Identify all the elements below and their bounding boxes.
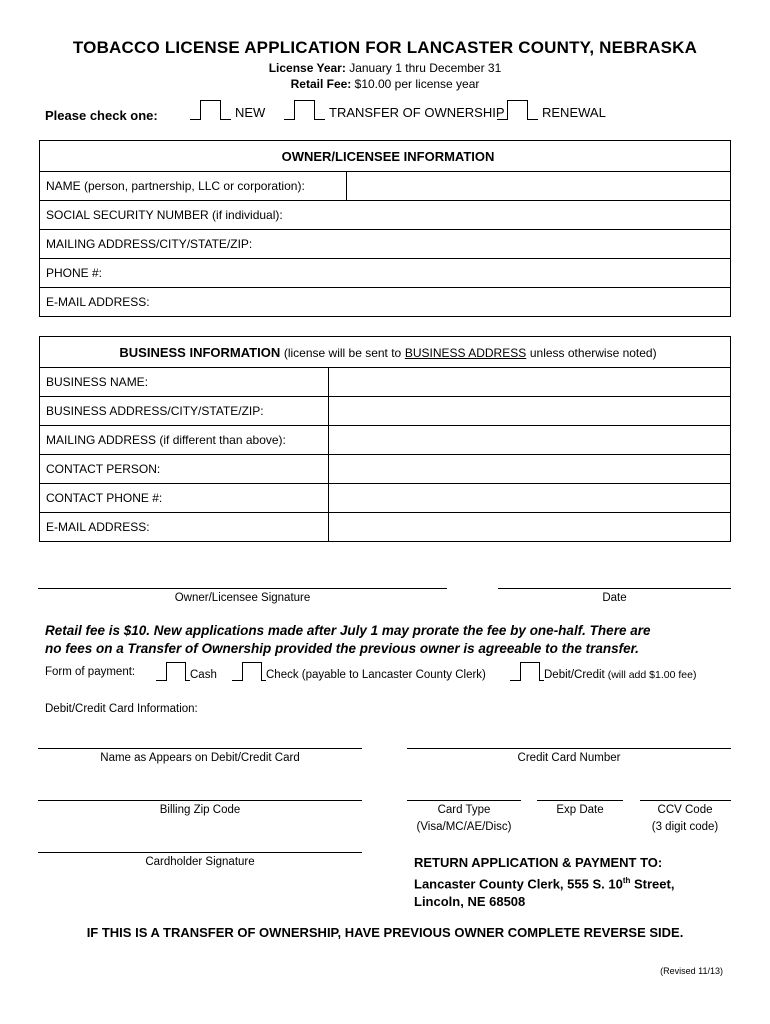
owner-signature-line[interactable]: [38, 588, 447, 589]
payment-debit[interactable]: [510, 662, 696, 681]
owner-phone-label: PHONE #:: [46, 266, 103, 280]
option-renewal-label: RENEWAL: [542, 105, 606, 120]
owner-email-label: E-MAIL ADDRESS:: [46, 295, 150, 309]
owner-ssn-label: SOCIAL SECURITY NUMBER (if individual):: [46, 208, 283, 222]
business-mailing-field[interactable]: [329, 426, 731, 455]
return-line3: Lincoln, NE 68508: [414, 894, 526, 910]
cash-checkbox[interactable]: [166, 662, 186, 681]
transfer-checkbox[interactable]: [294, 100, 315, 120]
business-heading-post: unless otherwise noted): [529, 345, 657, 360]
retail-fee-value: $10.00 per license year: [354, 77, 480, 91]
cash-label: Cash: [190, 669, 217, 681]
card-type-label: Card Type: [437, 804, 491, 816]
retail-fee-label: Retail Fee:: [290, 77, 352, 91]
option-new-label: NEW: [235, 105, 266, 120]
business-email-field[interactable]: [329, 513, 731, 542]
business-heading-bold: BUSINESS INFORMATION: [119, 344, 281, 360]
owner-name-label: NAME (person, partnership, LLC or corporation):: [40, 172, 347, 201]
form-title: TOBACCO LICENSE APPLICATION FOR LANCASTER COUNTY, NEBRASKA: [72, 38, 698, 57]
debit-label: Debit/Credit: [544, 669, 605, 681]
check-label: Check (payable to Lancaster County Clerk): [266, 669, 486, 681]
business-info-table: [39, 336, 731, 542]
business-mailing-label: MAILING ADDRESS (if different than above):: [40, 426, 329, 455]
fee-notice-line1: Retail fee is $10. New applications made after July 1 may prorate the fee by one-half. There are: [45, 623, 651, 638]
card-type-line[interactable]: [407, 800, 521, 801]
owner-name-field[interactable]: [347, 172, 731, 201]
business-heading-underline: BUSINESS ADDRESS: [404, 345, 527, 360]
business-info-heading: [40, 337, 731, 368]
cardholder-signature-line[interactable]: [38, 852, 362, 853]
owner-mailing-field[interactable]: [40, 230, 731, 259]
exp-date-label: Exp Date: [556, 804, 604, 816]
return-address-block: [414, 854, 674, 911]
owner-mailing-label: MAILING ADDRESS/CITY/STATE/ZIP:: [46, 237, 253, 251]
debit-fee-note: (will add $1.00 fee): [607, 669, 697, 681]
date-label: Date: [602, 592, 627, 604]
payment-check[interactable]: [232, 662, 486, 681]
billing-zip-line[interactable]: [38, 800, 362, 801]
ccv-line[interactable]: [640, 800, 731, 801]
revision-note: (Revised 11/13): [660, 966, 723, 976]
ccv-note: (3 digit code): [651, 821, 719, 833]
owner-signature-label: Owner/Licensee Signature: [174, 592, 311, 604]
new-checkbox[interactable]: [200, 100, 221, 120]
owner-info-heading: OWNER/LICENSEE INFORMATION: [40, 141, 731, 172]
date-line[interactable]: [498, 588, 731, 589]
retail-fee-line: [0, 77, 770, 91]
card-number-label: Credit Card Number: [517, 752, 621, 764]
check-checkbox[interactable]: [242, 662, 262, 681]
business-name-label: BUSINESS NAME:: [40, 368, 329, 397]
payment-cash[interactable]: [156, 662, 217, 681]
business-email-label: E-MAIL ADDRESS:: [40, 513, 329, 542]
transfer-notice: IF THIS IS A TRANSFER OF OWNERSHIP, HAVE PREVIOUS OWNER COMPLETE REVERSE SIDE.: [86, 925, 684, 940]
business-address-label: BUSINESS ADDRESS/CITY/STATE/ZIP:: [40, 397, 329, 426]
ccv-label: CCV Code: [657, 804, 713, 816]
owner-info-table: [39, 140, 731, 317]
debit-checkbox[interactable]: [520, 662, 540, 681]
return-heading: RETURN APPLICATION & PAYMENT TO:: [414, 855, 663, 870]
return-line2: Lancaster County Clerk, 555 S. 10th Street,: [414, 876, 675, 892]
business-address-field[interactable]: [329, 397, 731, 426]
license-year-line: [0, 61, 770, 75]
contact-person-field[interactable]: [329, 455, 731, 484]
cardholder-signature-label: Cardholder Signature: [145, 856, 255, 868]
check-one-label: Please check one:: [45, 108, 158, 123]
business-name-field[interactable]: [329, 368, 731, 397]
option-new[interactable]: [190, 100, 265, 120]
option-transfer-label: TRANSFER OF OWNERSHIP: [329, 105, 505, 120]
renewal-checkbox[interactable]: [507, 100, 528, 120]
contact-phone-label: CONTACT PHONE #:: [40, 484, 329, 513]
license-year-label: License Year:: [268, 61, 346, 75]
payment-row: [45, 666, 135, 678]
payment-label: Form of payment:: [45, 666, 136, 678]
owner-phone-field[interactable]: [40, 259, 731, 288]
option-transfer[interactable]: [284, 100, 505, 120]
fee-notice-line2: no fees on a Transfer of Ownership provided the previous owner is agreeable to the transfer.: [45, 641, 639, 656]
exp-date-line[interactable]: [537, 800, 623, 801]
name-on-card-line[interactable]: [38, 748, 362, 749]
name-on-card-label: Name as Appears on Debit/Credit Card: [100, 752, 300, 764]
business-heading-pre: (license will be sent to: [283, 345, 402, 360]
license-year-value: January 1 thru December 31: [349, 61, 502, 75]
owner-ssn-field[interactable]: [40, 201, 731, 230]
owner-email-field[interactable]: [40, 288, 731, 317]
option-renewal[interactable]: [497, 100, 606, 120]
contact-phone-field[interactable]: [329, 484, 731, 513]
contact-person-label: CONTACT PERSON:: [40, 455, 329, 484]
card-type-note: (Visa/MC/AE/Disc): [416, 821, 512, 833]
fee-notice: [45, 622, 735, 658]
card-number-line[interactable]: [407, 748, 731, 749]
card-info-label: Debit/Credit Card Information:: [45, 703, 198, 715]
billing-zip-label: Billing Zip Code: [159, 804, 241, 816]
